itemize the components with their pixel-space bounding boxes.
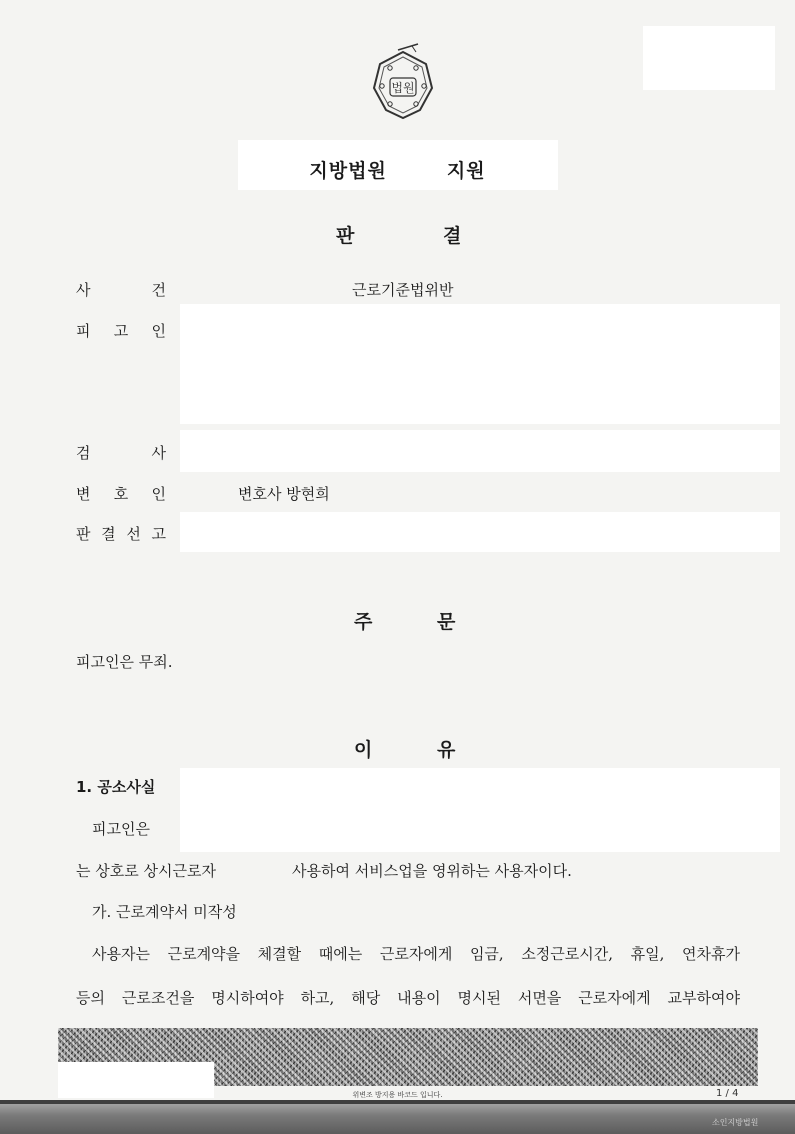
order-text: 피고인은 무죄. [76, 653, 173, 671]
case-value: 근로기준법위반 [352, 281, 454, 299]
section-title: 1. 공소사실 [76, 778, 156, 796]
paragraph-line-2: 등의 근로조건을 명시하여야 하고, 해당 내용이 명시된 서면을 근로자에게 교부하여야 [76, 989, 740, 1007]
redaction-defendant [180, 304, 780, 424]
counsel-label: 변 호 인 [76, 485, 166, 503]
redaction-top-right [643, 26, 775, 90]
reason-line-1: 피고인은 [92, 820, 150, 838]
scan-band-stripe [0, 1100, 795, 1104]
redaction-sentence-date [180, 512, 780, 552]
court-title [0, 156, 795, 183]
court-seal-icon [368, 42, 438, 130]
subsection-a: 가. 근로계약서 미작성 [92, 903, 237, 921]
redaction-prosecutor [180, 430, 780, 472]
defendant-label: 피 고 인 [76, 322, 166, 340]
doc-type-char-1: 판 [336, 225, 355, 247]
reason-line-2b: 사용하여 서비스업을 영위하는 사용자이다. [292, 862, 572, 880]
reason-line-2a: 는 상호로 상시근로자 [76, 862, 216, 880]
paragraph-line-1: 사용자는 근로계약을 체결할 때에는 근로자에게 임금, 소정근로시간, 휴일, 연차휴가 [92, 945, 740, 963]
court-name: 지방법원 [309, 160, 387, 182]
band-mark: 소인지방법원 [712, 1118, 759, 1127]
scan-bottom-band [0, 1100, 795, 1134]
counsel-value: 변호사 방현희 [238, 485, 330, 503]
barcode-note: 위변조 방지용 바코드 입니다. [352, 1091, 443, 1099]
prosecutor-label: 검 사 [76, 444, 166, 462]
judgment-page: 법원 지방법원 지원 판 결 사 건 근로기준법위반 피 고 인 검 사 변 호 인 변호사 방현희 판 결 선 고 주 문 피고인은 무죄. 이 유 1. 공소사실 피고인은 는 상호로 상시근로자 사용하여 서비스업을 영위하는 사용자이다. 가. 근로계약서 미작성 사용자는 근로계약을 체결할 때에는 근로자에게 임금, 소정근로시간, 휴일, 연차휴가 등의 근로조건을 명시하여야 하고, 해당 내용이 명시된 서면을 근로자에게 교부하여야 위변조 방지용 바코드 입니다. 1 / 4 소인지방법원 [0, 0, 795, 1134]
seal-text: 법원 [391, 81, 415, 95]
doc-type-char-2: 결 [443, 225, 462, 247]
court-branch: 지원 [446, 160, 486, 182]
sentence-date-label: 판 결 선 고 [76, 525, 166, 543]
redaction-section1 [180, 768, 780, 852]
page-number: 1 / 4 [716, 1088, 739, 1099]
case-label: 사 건 [76, 281, 166, 299]
